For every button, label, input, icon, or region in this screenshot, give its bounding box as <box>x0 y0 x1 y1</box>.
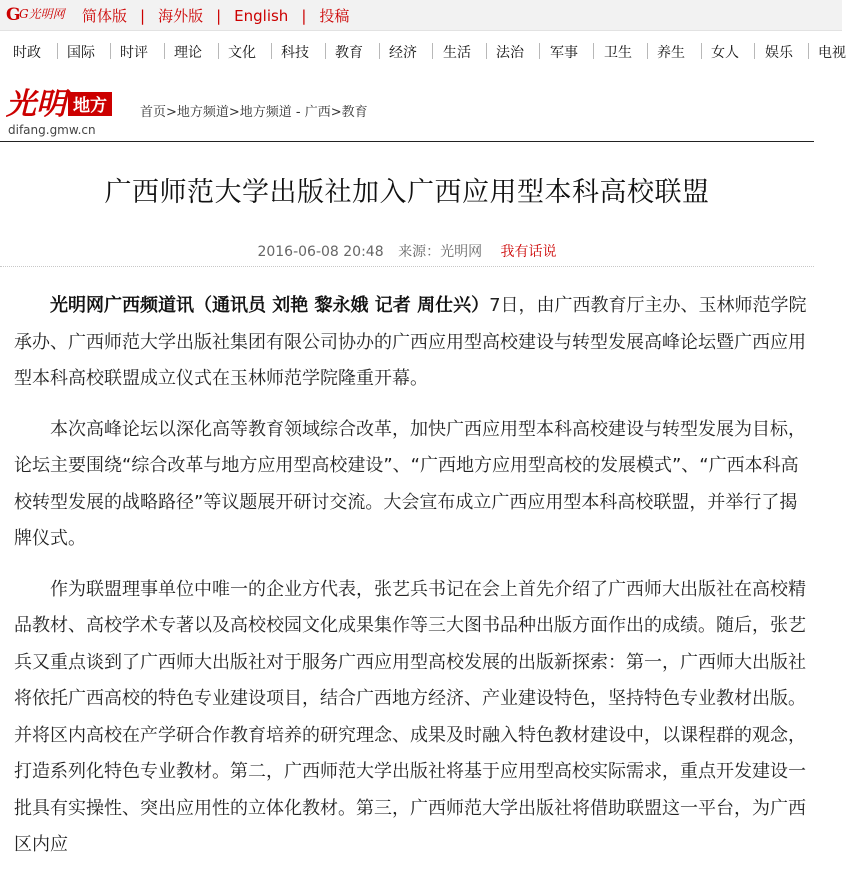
gmw-logo-small[interactable] <box>6 4 65 25</box>
header-divider <box>0 141 814 142</box>
nav-divider <box>432 43 433 59</box>
article-source: 来源：光明网 <box>398 244 483 260</box>
publish-date: 2016-06-08 20:48 <box>257 244 384 260</box>
link-simplified[interactable]: 简体版 <box>82 7 128 25</box>
nav-divider <box>647 43 648 59</box>
channel-header <box>0 78 842 142</box>
paragraph <box>14 288 814 398</box>
article-body <box>14 288 814 878</box>
nav-item-military[interactable]: 军事 <box>550 45 578 61</box>
comment-link[interactable]: 我有话说 <box>500 244 557 260</box>
logo-badge-text: 地方 <box>73 96 107 116</box>
nav-divider <box>808 43 809 59</box>
paragraph: 作为联盟理事单位中唯一的企业方代表，张艺兵书记在会上首先介绍了广西师大出版社在高校精品教材、高校学术专著以及高校校园文化成果集作等三大图书品种出版方面作出的成绩。随后，张艺兵又重点谈到了广西师大出版社对于服务广西应用型高校发展的出版新探索：第一，广西师大出版社将依托广西高校的特色专业建设项目，结合广西地方经济、产业建设特色，坚持特色专业教材出版。并将区内高校在产学研合作教育培养的研究理念、成果及时融入特色教材建设中，以课程群的观念，打造系列化特色专业教材。第二，广西师范大学出版社将基于应用型高校实际需求，重点开发建设一批具有实操性、突出应用性的立体化教材。第三，广西师范大学出版社将借助联盟这一平台，为广西区内应 <box>14 578 806 855</box>
nav-item-international[interactable]: 国际 <box>67 45 95 61</box>
gmw-difang-logo[interactable] <box>6 82 132 140</box>
article-title: 广西师范大学出版社加入广西应用型本科高校联盟 <box>104 177 710 208</box>
nav-item-economy[interactable]: 经济 <box>389 45 417 61</box>
lead-byline: 光明网广西频道讯（通讯员 刘艳 黎永娥 记者 周仕兴） <box>50 295 490 316</box>
nav-divider <box>701 43 702 59</box>
nav-divider <box>593 43 594 59</box>
article-meta <box>0 241 814 261</box>
nav-item-politics[interactable]: 时政 <box>13 45 41 61</box>
nav-item-life[interactable]: 生活 <box>443 45 471 61</box>
nav-item-entertainment[interactable]: 娱乐 <box>765 45 793 61</box>
nav-divider <box>271 43 272 59</box>
nav-item-tv[interactable]: 电视 <box>818 45 846 61</box>
nav-item-law[interactable]: 法治 <box>496 45 524 61</box>
nav-item-women[interactable]: 女人 <box>711 45 739 61</box>
nav-divider <box>539 43 540 59</box>
nav-item-education[interactable]: 教育 <box>335 45 363 61</box>
nav-item-culture[interactable]: 文化 <box>228 45 256 61</box>
top-links <box>82 5 349 26</box>
nav-item-health[interactable]: 卫生 <box>604 45 632 61</box>
nav-item-theory[interactable]: 理论 <box>174 45 202 61</box>
nav-divider <box>486 43 487 59</box>
main-nav <box>0 36 846 66</box>
logo-brand-text: 光明 <box>6 87 66 122</box>
top-bar <box>0 0 842 31</box>
link-english[interactable]: English <box>234 7 289 25</box>
meta-divider <box>0 266 814 267</box>
nav-divider <box>379 43 380 59</box>
top-separator: | <box>140 7 146 25</box>
nav-item-tech[interactable]: 科技 <box>281 45 309 61</box>
link-overseas[interactable]: 海外版 <box>158 7 204 25</box>
paragraph-text: 7日，由广西教育厅主办、玉林师范学院承办、广西师范大学出版社集团有限公司协办的广西应用型高校建设与转型发展高峰论坛暨广西应用型本科高校联盟成立仪式在玉林师范学院隆重开幕。 <box>14 295 807 389</box>
nav-item-wellness[interactable]: 养生 <box>657 45 685 61</box>
paragraph: 本次高峰论坛以深化高等教育领域综合改革，加快广西应用型本科高校建设与转型发展为目标，论坛主要围绕“综合改革与地方应用型高校建设”、“广西地方应用型高校的发展模式”、“广西本科高校转型发展的战略路径”等议题展开研讨交流。大会宣布成立广西应用型本科高校联盟，并举行了揭牌仪式。 <box>14 418 806 549</box>
nav-divider <box>57 43 58 59</box>
top-separator: | <box>301 7 307 25</box>
top-separator: | <box>216 7 222 25</box>
nav-item-commentary[interactable]: 时评 <box>120 45 148 61</box>
breadcrumb-path[interactable]: 首页>地方频道>地方频道 - 广西>教育 <box>140 105 368 120</box>
nav-divider <box>110 43 111 59</box>
nav-divider <box>325 43 326 59</box>
logo-domain: difang.gmw.cn <box>8 123 96 137</box>
gmw-logo-text: G光明网 <box>19 7 65 21</box>
nav-divider <box>754 43 755 59</box>
link-submit[interactable]: 投稿 <box>319 7 350 25</box>
svg-text:G: G <box>6 5 21 25</box>
breadcrumb[interactable] <box>140 101 368 120</box>
nav-divider <box>218 43 219 59</box>
nav-divider <box>164 43 165 59</box>
